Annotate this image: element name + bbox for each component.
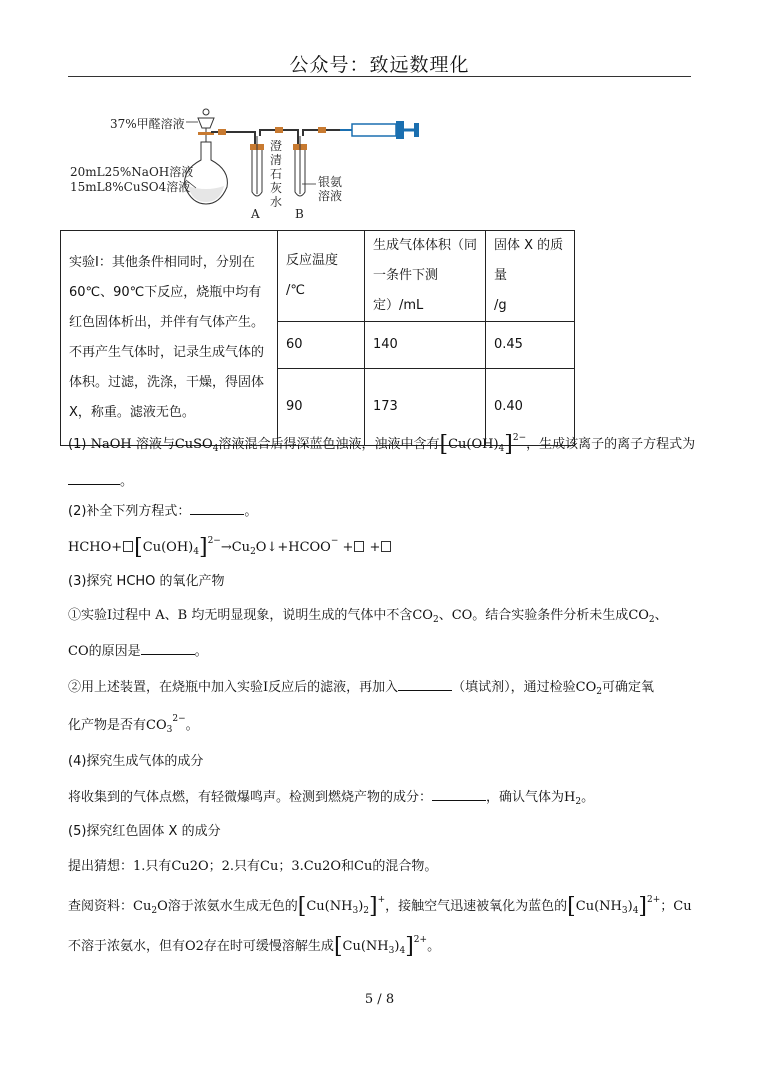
- syringe-barrel: [352, 124, 396, 136]
- header-mass: 固体 X 的质量 /g: [486, 231, 575, 322]
- page-header: [68, 48, 691, 77]
- question-1-blank: 。: [68, 470, 698, 489]
- answer-blank-3[interactable]: [141, 640, 195, 655]
- label-b: B: [295, 207, 304, 221]
- question-3-1-cont: CO的原因是 。: [68, 640, 698, 659]
- question-4: (4)探究生成气体的成分: [68, 754, 204, 769]
- question-2: (2)补全下列方程式： 。: [68, 500, 698, 519]
- header-title: 公众号：致远数理化: [289, 54, 470, 76]
- reference-info: 查阅资料：$Cu_2O$溶于浓氨水生成无色的$[Cu(NH_3)_2]^+$，接触空气迅速被氧化为蓝色的$[Cu(NH_3)_4]^{2+}$；Cu: [68, 894, 692, 919]
- page-number: 5 / 8: [364, 992, 395, 1007]
- row2-gas: 173: [365, 369, 486, 446]
- funnel-body: [198, 118, 214, 128]
- header-temp: 反应温度 /℃: [278, 231, 365, 322]
- answer-blank-5[interactable]: [432, 786, 486, 801]
- limewater-5: 水: [270, 195, 283, 209]
- limewater-3: 石: [270, 167, 283, 181]
- label-naoh: 20mL25%NaOH溶液: [70, 165, 194, 179]
- row2-mass: 0.40: [486, 369, 575, 446]
- row1-mass: 0.45: [486, 322, 575, 369]
- limewater-2: 清: [270, 153, 283, 167]
- answer-blank-4[interactable]: [398, 676, 452, 691]
- funnel-stopper: [203, 109, 209, 115]
- label-formaldehyde: 37%甲醛溶液: [110, 117, 185, 131]
- equation: HCHO+ $[Cu(OH)_4]^{2-}\to Cu_2O↓+HCOO^-$ + +: [68, 535, 698, 560]
- question-3-2-cont: 化产物是否有$CO_3^{2-}$。: [68, 714, 199, 735]
- label-cuso4: 15mL8%CuSO4溶液: [70, 180, 191, 194]
- answer-blank-1[interactable]: [68, 470, 120, 485]
- header-gas: 生成气体体积（同 一条件下测定）/mL: [365, 231, 486, 322]
- row1-gas: 140: [365, 322, 486, 369]
- label-a: A: [251, 207, 260, 221]
- limewater-4: 灰: [270, 181, 283, 195]
- label-silver-1: 银氨: [318, 175, 343, 189]
- experiment-table: [60, 230, 575, 446]
- hypothesis: 提出猜想：1.只有Cu2O；2.只有Cu；3.Cu2O和Cu的混合物。: [68, 859, 438, 874]
- question-3: (3)探究 HCHO 的氧化产物: [68, 574, 225, 589]
- row1-temp: 60: [278, 322, 365, 369]
- answer-blank-2[interactable]: [190, 500, 244, 515]
- apparatus-svg: [70, 92, 430, 222]
- label-silver-2: 溶液: [318, 189, 343, 203]
- row2-temp: 90: [278, 369, 365, 446]
- question-3-2: ②用上述装置，在烧瓶中加入实验Ⅰ反应后的滤液，再加入 （填试剂），通过检验$CO_2$可确定氧: [68, 676, 698, 697]
- question-4-text: 将收集到的气体点燃，有轻微爆鸣声。检测到燃烧产物的成分： ，确认气体为$H_2$。: [68, 786, 698, 807]
- question-3-1: ①实验Ⅰ过程中 A、B 均无明显现象，说明生成的气体中不含$CO_2$、CO。结合实验条件分析未生成$CO_2$、: [68, 608, 668, 625]
- apparatus-diagram: [70, 92, 430, 222]
- experiment-description: 实验Ⅰ：其他条件相同时，分别在60℃、90℃下反应，烧瓶中均有红色固体析出，并伴有气体产生。不再产生气体时，记录生成气体的体积。过滤，洗涤，干燥，得固体X，称重。滤液无色。: [61, 231, 278, 446]
- reference-info-cont: 不溶于浓氨水，但有O2存在时可缓慢溶解生成$[Cu(NH_3)_4]^{2+}$。: [68, 934, 441, 959]
- question-5: (5)探究红色固体 X 的成分: [68, 824, 221, 839]
- limewater-1: 澄: [270, 139, 283, 153]
- question-1: (1) NaOH 溶液与CuSO$_4$溶液混合后得深蓝色浊液，浊液中含有$[Cu(OH)_4]^{2-}$，生成该离子的离子方程式为: [68, 432, 696, 457]
